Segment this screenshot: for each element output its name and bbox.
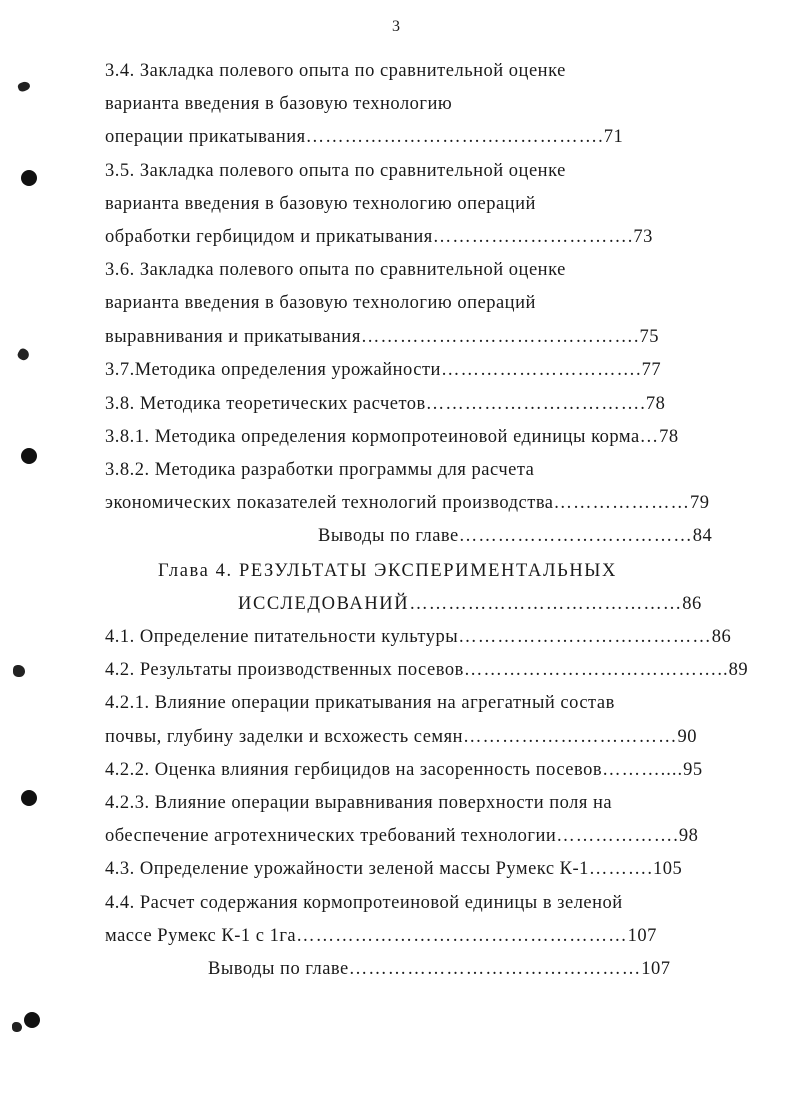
toc-4-2-2 [105, 759, 703, 781]
toc-entry-text: обеспечение агротехнических требований технологии [105, 826, 557, 846]
toc-page: 78 [645, 394, 666, 414]
toc-page: 90 [677, 727, 698, 747]
toc-4-2-3-line-2 [105, 825, 698, 847]
toc-entry-text: 4.2.2. Оценка влияния гербицидов на засоренность посевов [105, 760, 603, 780]
toc-3-6-line-2: варианта введения в базовую технологию операций [105, 293, 536, 313]
scan-speck [17, 80, 31, 93]
toc-3-6-line-1: 3.6. Закладка полевого опыта по сравнительной оценке [105, 260, 566, 280]
leader-dots: … [639, 427, 660, 447]
toc-4-2-3-line-1: 4.2.3. Влияние операции выравнивания поверхности поля на [105, 793, 613, 813]
toc-4-1 [105, 626, 731, 648]
scan-speck [16, 347, 31, 362]
chapter-4-heading-line-2 [238, 593, 702, 615]
leader-dots: ………. [588, 859, 654, 879]
leader-dots: ………………………………………. [305, 127, 604, 147]
toc-entry-text: операции прикатывания [105, 127, 306, 147]
toc-page: 89 [728, 660, 749, 680]
toc-page: 71 [603, 127, 624, 147]
toc-entry-text: 3.7.Методика определения урожайности [105, 360, 441, 380]
toc-page: 107 [627, 926, 657, 946]
leader-dots: …………………………. [432, 227, 634, 247]
binder-hole [21, 170, 37, 186]
toc-4-2 [105, 659, 748, 681]
scan-speck [12, 1022, 22, 1032]
toc-3-8-2-line-2 [105, 492, 710, 514]
leader-dots: …………………………. [440, 360, 642, 380]
toc-conclusions-ch4 [208, 958, 671, 980]
page-number: 3 [392, 18, 400, 35]
toc-page: 73 [633, 227, 653, 247]
leader-dots: ……………………………………… [348, 959, 642, 979]
toc-entry-text: массе Румекс К-1 с 1га [105, 926, 297, 946]
toc-page: 107 [641, 959, 671, 979]
toc-3-8 [105, 393, 665, 415]
toc-page: 77 [641, 360, 662, 380]
toc-4-4-line-1: 4.4. Расчет содержания кормопротеиновой единицы в зеленой [105, 893, 623, 913]
leader-dots: ………………………………… [458, 627, 712, 647]
toc-page: 78 [659, 427, 679, 447]
toc-page: 75 [639, 327, 659, 347]
toc-3-8-1 [105, 426, 679, 448]
toc-entry-text: 4.1. Определение питательности культуры [105, 627, 459, 647]
toc-4-4-line-2 [105, 925, 657, 947]
toc-page: 98 [678, 826, 699, 846]
binder-hole [21, 448, 37, 464]
toc-page: 95 [683, 760, 703, 780]
toc-entry-text: 4.3. Определение урожайности зеленой массы Румекс К-1 [105, 859, 589, 879]
toc-conclusions-ch3 [318, 525, 712, 547]
toc-entry-text: Выводы по главе [208, 959, 349, 979]
toc-entry-text: экономических показателей технологий производства [105, 493, 554, 513]
toc-3-5-line-3 [105, 226, 653, 248]
toc-3-6-line-3 [105, 326, 659, 348]
chapter-4-heading-line-1: Глава 4. РЕЗУЛЬТАТЫ ЭКСПЕРИМЕНТАЛЬНЫХ [158, 561, 617, 581]
toc-page: 86 [711, 627, 732, 647]
toc-entry-text: ИССЛЕДОВАНИЙ [238, 594, 410, 614]
leader-dots: ………………. [556, 826, 679, 846]
toc-3-5-line-1: 3.5. Закладка полевого опыта по сравнительной оценке [105, 161, 566, 181]
binder-hole [24, 1012, 40, 1028]
toc-entry-text: 4.2. Результаты производственных посевов [105, 660, 464, 680]
toc-4-2-1-line-2 [105, 726, 697, 748]
leader-dots: ………………………………….. [463, 660, 729, 680]
leader-dots: ……………………………. [425, 394, 646, 414]
toc-entry-text: 3.8.1. Методика определения кормопротеиновой единицы корма [105, 427, 640, 447]
toc-3-4-line-2: варианта введения в базовую технологию [105, 94, 453, 114]
toc-3-7 [105, 359, 661, 381]
leader-dots: ………………… [553, 493, 691, 513]
leader-dots: ……….... [602, 760, 684, 780]
leader-dots: ……………………………………. [360, 327, 640, 347]
toc-entry-text: почвы, глубину заделки и всхожесть семян [105, 727, 464, 747]
toc-entry-text: 3.8. Методика теоретических расчетов [105, 394, 426, 414]
toc-page: 79 [690, 493, 710, 513]
toc-page: 105 [653, 859, 683, 879]
toc-page: 84 [692, 526, 713, 546]
leader-dots: …………………………… [463, 727, 678, 747]
toc-page: 86 [682, 594, 702, 614]
scan-speck [13, 665, 25, 677]
leader-dots: …………………………………… [409, 594, 683, 614]
binder-hole [21, 790, 37, 806]
leader-dots: …………………………………………… [296, 926, 628, 946]
toc-4-3 [105, 858, 682, 880]
toc-3-5-line-2: варианта введения в базовую технологию операций [105, 194, 536, 214]
toc-3-8-2-line-1: 3.8.2. Методика разработки программы для расчета [105, 460, 535, 480]
toc-3-4-line-1: 3.4. Закладка полевого опыта по сравнительной оценке [105, 61, 566, 81]
toc-3-4-line-3 [105, 126, 623, 148]
toc-entry-text: Выводы по главе [318, 526, 459, 546]
leader-dots: ……………………………… [458, 526, 693, 546]
toc-entry-text: обработки гербицидом и прикатывания [105, 227, 433, 247]
toc-4-2-1-line-1: 4.2.1. Влияние операции прикатывания на агрегатный состав [105, 693, 615, 713]
toc-entry-text: выравнивания и прикатывания [105, 327, 361, 347]
